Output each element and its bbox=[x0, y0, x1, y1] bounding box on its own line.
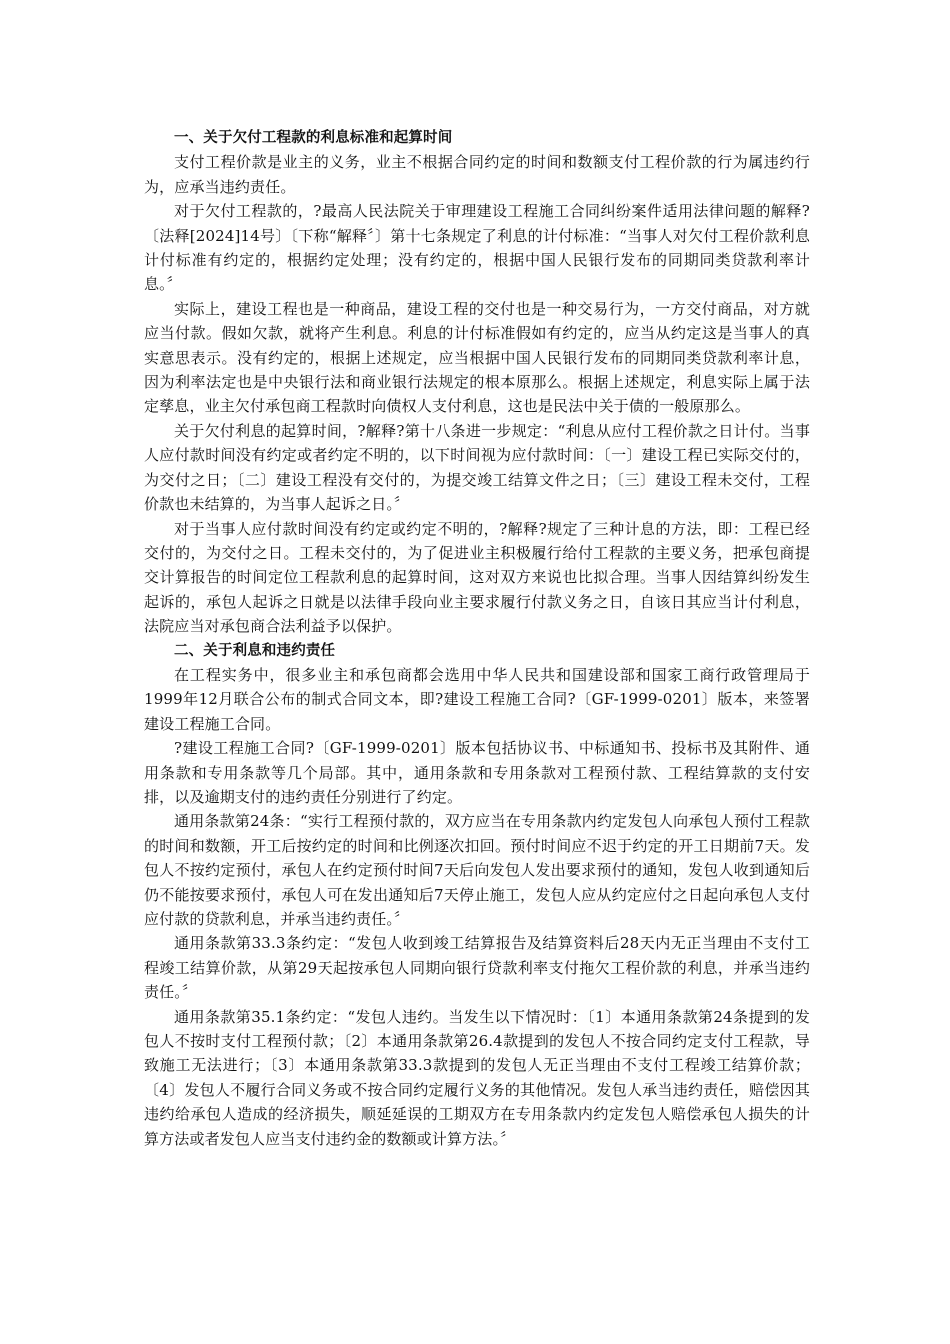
paragraph-1-5: 对于当事人应付款时间没有约定或约定不明的，?解释?规定了三种计息的方法，即：工程已经交付的，为交付之日。工程未交付的，为了促进业主积极履行给付工程款的主要义务，把承包商提交计算报告的时间定位工程款利息的起算时间，这对双方来说也比拟合理。当事人因结算纠纷发生起诉的，承包人起诉之日就是以法律手段向业主要求履行付款义务之日，自该日其应当计付利息，法院应当对承包商合法利益予以保护。 bbox=[144, 519, 810, 636]
paragraph-2-5: 通用条款第35.1条约定：“发包人违约。当发生以下情况时：〔1〕本通用条款第24条提到的发包人不按时支付工程预付款；〔2〕本通用条款第26.4款提到的发包人不按合同约定支付工程款，导致施工无法进行；〔3〕本通用条款第33.3款提到的发包人无正当理由不支付工程竣工结算价款；〔4〕发包人不履行合同义务或不按合同约定履行义务的其他情况。发包人承当违约责任，赔偿因其违约给承包人造成的经济损失，顺延延误的工期双方在专用条款内约定发包人赔偿承包人损失的计算方法或者发包人应当支付违约金的数额或计算方法。〞 bbox=[144, 1007, 810, 1148]
paragraph-2-2: ?建设工程施工合同?〔GF-1999-0201〕版本包括协议书、中标通知书、投标书及其附件、通用条款和专用条款等几个局部。其中，通用条款和专用条款对工程预付款、工程结算款的支付安排，以及逾期支付的违约责任分别进行了约定。 bbox=[144, 739, 810, 806]
section-heading-2: 二、关于利息和违约责任 bbox=[174, 642, 336, 659]
section-heading-1: 一、关于欠付工程款的利息标准和起算时间 bbox=[174, 130, 453, 146]
paragraph-2-4: 通用条款第33.3条约定：“发包人收到竣工结算报告及结算资料后28天内无正当理由不支付工程竣工结算价款，从第29天起按承包人同期向银行贷款利率支付拖欠工程价款的利息，并承当违约责任。〞 bbox=[144, 934, 810, 1002]
document-page bbox=[144, 126, 810, 1151]
paragraph-1-2: 对于欠付工程款的，?最高人民法院关于审理建设工程施工合同纠纷案件适用法律问题的解释?〔法释[2024]14号〕〔下称“解释〞〕第十七条规定了利息的计付标准：“当事人对欠付工程价款利息计付标准有约定的，根据约定处理；没有约定的，根据中国人民银行发布的同期同类贷款利率计息。〞 bbox=[144, 202, 810, 294]
paragraph-2-1: 在工程实务中，很多业主和承包商都会选用中华人民共和国建设部和国家工商行政管理局于1999年12月联合公布的制式合同文本，即?建设工程施工合同?〔GF-1999-0201〕版本，来签署建设工程施工合同。 bbox=[144, 665, 810, 733]
paragraph-1-1: 支付工程价款是业主的义务，业主不根据合同约定的时间和数额支付工程价款的行为属违约行为，应承当违约责任。 bbox=[144, 153, 810, 196]
paragraph-1-4: 关于欠付利息的起算时间，?解释?第十八条进一步规定：“利息从应付工程价款之日计付。当事人应付款时间没有约定或者约定不明的，以下时间视为应付款时间：〔一〕建设工程已实际交付的，为交付之日；〔二〕建设工程没有交付的，为提交竣工结算文件之日；〔三〕建设工程未交付，工程价款也未结算的，为当事人起诉之日。〞 bbox=[144, 421, 810, 514]
paragraph-1-3: 实际上，建设工程也是一种商品，建设工程的交付也是一种交易行为，一方交付商品，对方就应当付款。假如欠款，就将产生利息。利息的计付标准假如有约定的，应当从约定这是当事人的真实意思表示。没有约定的，根据上述规定，应当根据中国人民银行发布的同期同类贷款利率计息，因为利率法定也是中央银行法和商业银行法规定的根本原那么。根据上述规定，利息实际上属于法定孳息，业主欠付承包商工程款时向债权人支付利息，这也是民法中关于债的一般原那么。 bbox=[144, 299, 810, 416]
paragraph-2-3: 通用条款第24条：“实行工程预付款的，双方应当在专用条款内约定发包人向承包人预付工程款的时间和数额，开工后按约定的时间和比例逐次扣回。预付时间应不迟于约定的开工日期前7天。发包人不按约定预付，承包人在约定预付时间7天后向发包人发出要求预付的通知，发包人收到通知后仍不能按要求预付，承包人可在发出通知后7天停止施工，发包人应从约定应付之日起向承包人支付应付款的贷款利息，并承当违约责任。〞 bbox=[144, 812, 810, 928]
